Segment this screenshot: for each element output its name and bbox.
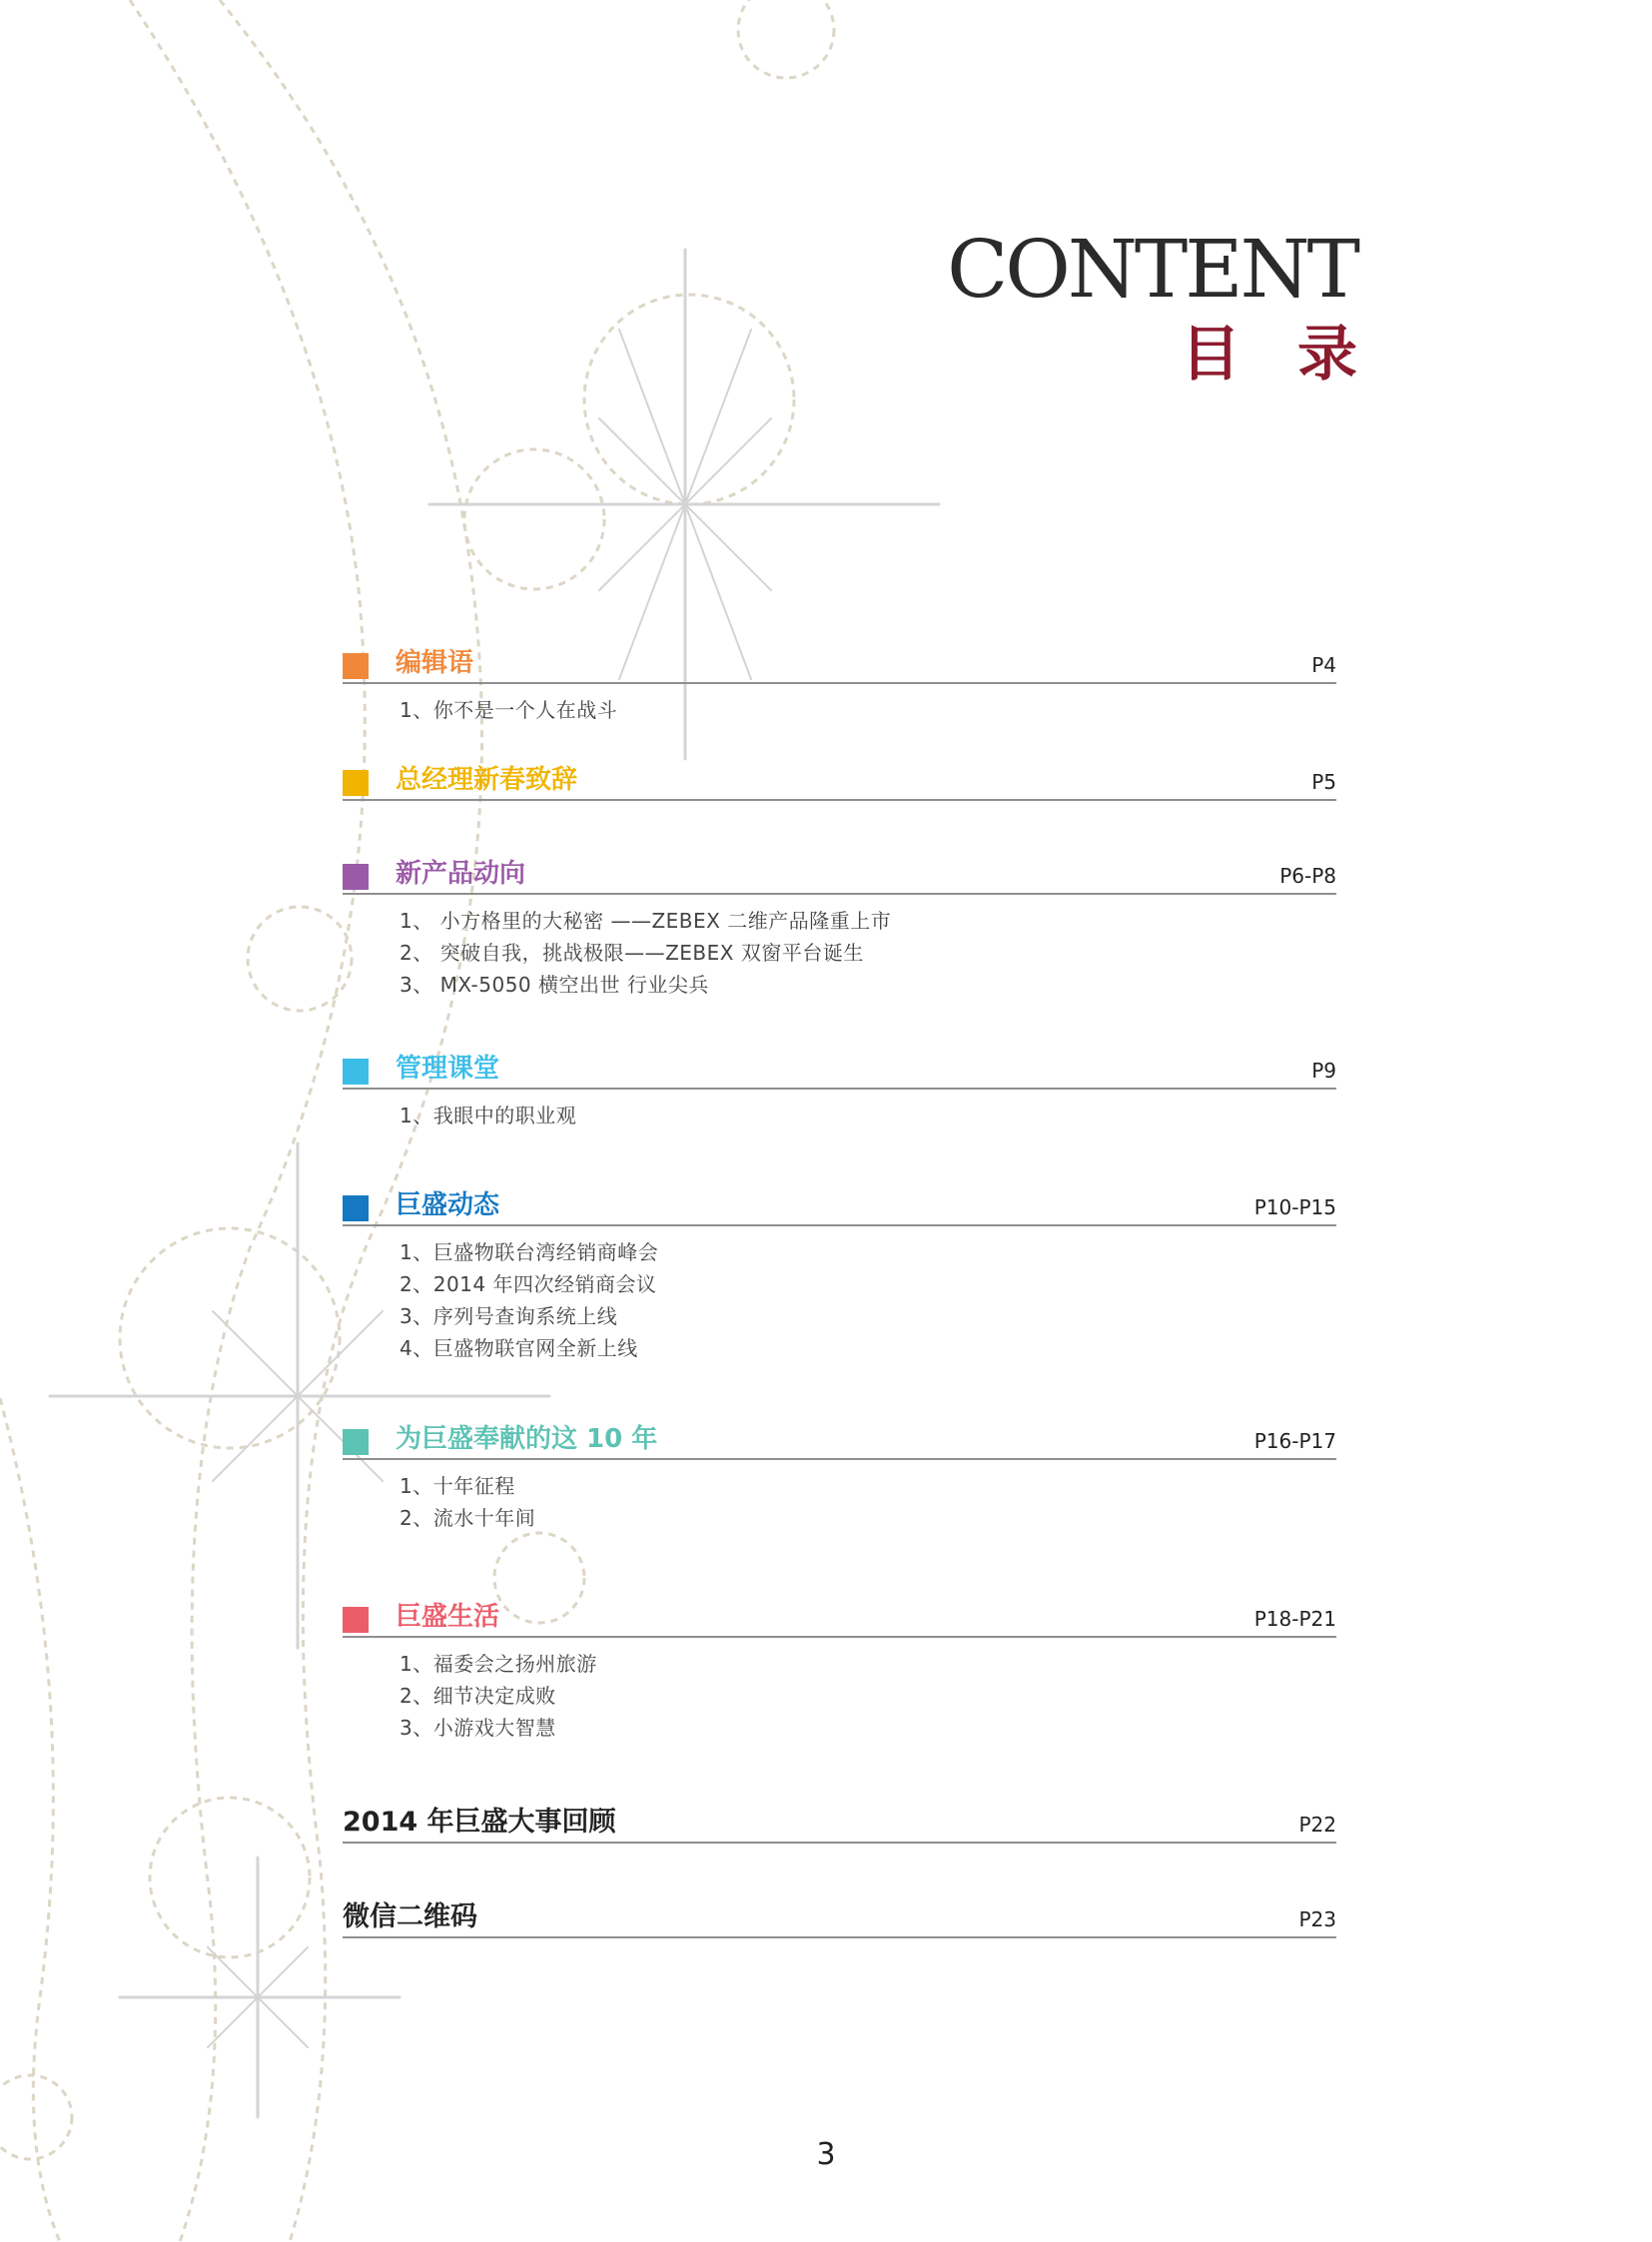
- section-marker-square: [343, 1429, 369, 1455]
- section-marker-square: [343, 1059, 369, 1085]
- section-item-list: [400, 694, 1336, 726]
- section-item-list: [400, 1100, 1336, 1131]
- section-page-range: P6-P8: [1279, 864, 1336, 888]
- toc-item[interactable]: 3、序列号查询系统上线: [400, 1304, 618, 1328]
- toc-item[interactable]: 2、2014 年四次经销商会议: [400, 1272, 657, 1296]
- section-item-list: [400, 1236, 1336, 1364]
- section-page-range: P16-P17: [1253, 1429, 1336, 1453]
- toc-item[interactable]: 3、小游戏大智慧: [400, 1716, 556, 1740]
- section-marker-square: [343, 653, 369, 679]
- section-marker-square: [343, 1607, 369, 1633]
- section-page-range: P23: [1298, 1907, 1336, 1931]
- section-item-list: [400, 1648, 1336, 1744]
- section-page-range: P5: [1311, 770, 1336, 794]
- toc-section[interactable]: [343, 1598, 1336, 1744]
- page-number: 3: [816, 2137, 836, 2172]
- section-title[interactable]: 巨盛动态: [396, 1190, 500, 1220]
- section-page-range: P9: [1311, 1059, 1336, 1083]
- toc-section-header[interactable]: [343, 1050, 1336, 1090]
- section-item-list: [400, 905, 1336, 1001]
- toc-item[interactable]: 1、我眼中的职业观: [400, 1104, 577, 1127]
- toc-section-header[interactable]: [343, 761, 1336, 801]
- section-title[interactable]: 新产品动向: [396, 859, 526, 889]
- toc-section-header[interactable]: [343, 855, 1336, 895]
- section-marker-square: [343, 864, 369, 890]
- toc-item[interactable]: 3、 MX-5050 横空出世 行业尖兵: [400, 973, 709, 997]
- toc-section-header[interactable]: [343, 1186, 1336, 1226]
- toc-section[interactable]: [343, 1420, 1336, 1534]
- toc-section[interactable]: [343, 761, 1336, 801]
- title-chinese: 目 录: [1181, 320, 1375, 389]
- toc-item[interactable]: 1、福委会之扬州旅游: [400, 1652, 597, 1676]
- section-page-range: P10-P15: [1253, 1195, 1336, 1219]
- section-title[interactable]: 微信二维码: [343, 1901, 477, 1932]
- title-english: CONTENT: [947, 223, 1357, 316]
- content-header: [947, 223, 1375, 394]
- section-title[interactable]: 管理课堂: [396, 1054, 500, 1084]
- section-title[interactable]: 2014 年巨盛大事回顾: [343, 1807, 616, 1838]
- section-title[interactable]: 总经理新春致辞: [396, 765, 578, 795]
- section-marker-square: [343, 1195, 369, 1221]
- section-marker-square: [343, 770, 369, 796]
- toc-section-header[interactable]: [343, 1420, 1336, 1460]
- toc-item[interactable]: 4、巨盛物联官网全新上线: [400, 1336, 638, 1360]
- toc-item[interactable]: 2、细节决定成败: [400, 1684, 556, 1708]
- toc-section[interactable]: [343, 1804, 1336, 1844]
- toc-section[interactable]: [343, 855, 1336, 1001]
- section-title[interactable]: 为巨盛奉献的这 10 年: [396, 1424, 658, 1454]
- toc-section[interactable]: [343, 1898, 1336, 1938]
- toc-section[interactable]: [343, 644, 1336, 726]
- section-item-list: [400, 1470, 1336, 1534]
- toc-item[interactable]: 1、 小方格里的大秘密 ——ZEBEX 二维产品隆重上市: [400, 909, 892, 933]
- section-title[interactable]: 巨盛生活: [396, 1602, 500, 1632]
- toc-section-header[interactable]: [343, 1598, 1336, 1638]
- section-page-range: P18-P21: [1253, 1607, 1336, 1631]
- toc-item[interactable]: 1、你不是一个人在战斗: [400, 698, 618, 722]
- section-title[interactable]: 编辑语: [396, 648, 474, 678]
- toc-item[interactable]: 2、流水十年间: [400, 1506, 536, 1530]
- toc-item[interactable]: 1、十年征程: [400, 1474, 515, 1498]
- section-page-range: P4: [1311, 653, 1336, 677]
- toc-section-header[interactable]: [343, 644, 1336, 684]
- toc-item[interactable]: 1、巨盛物联台湾经销商峰会: [400, 1240, 659, 1264]
- toc-section-header[interactable]: [343, 1804, 1336, 1844]
- toc-section-header[interactable]: [343, 1898, 1336, 1938]
- toc-section[interactable]: [343, 1050, 1336, 1131]
- toc-section[interactable]: [343, 1186, 1336, 1364]
- section-page-range: P22: [1298, 1813, 1336, 1837]
- toc-item[interactable]: 2、 突破自我，挑战极限——ZEBEX 双窗平台诞生: [400, 941, 864, 965]
